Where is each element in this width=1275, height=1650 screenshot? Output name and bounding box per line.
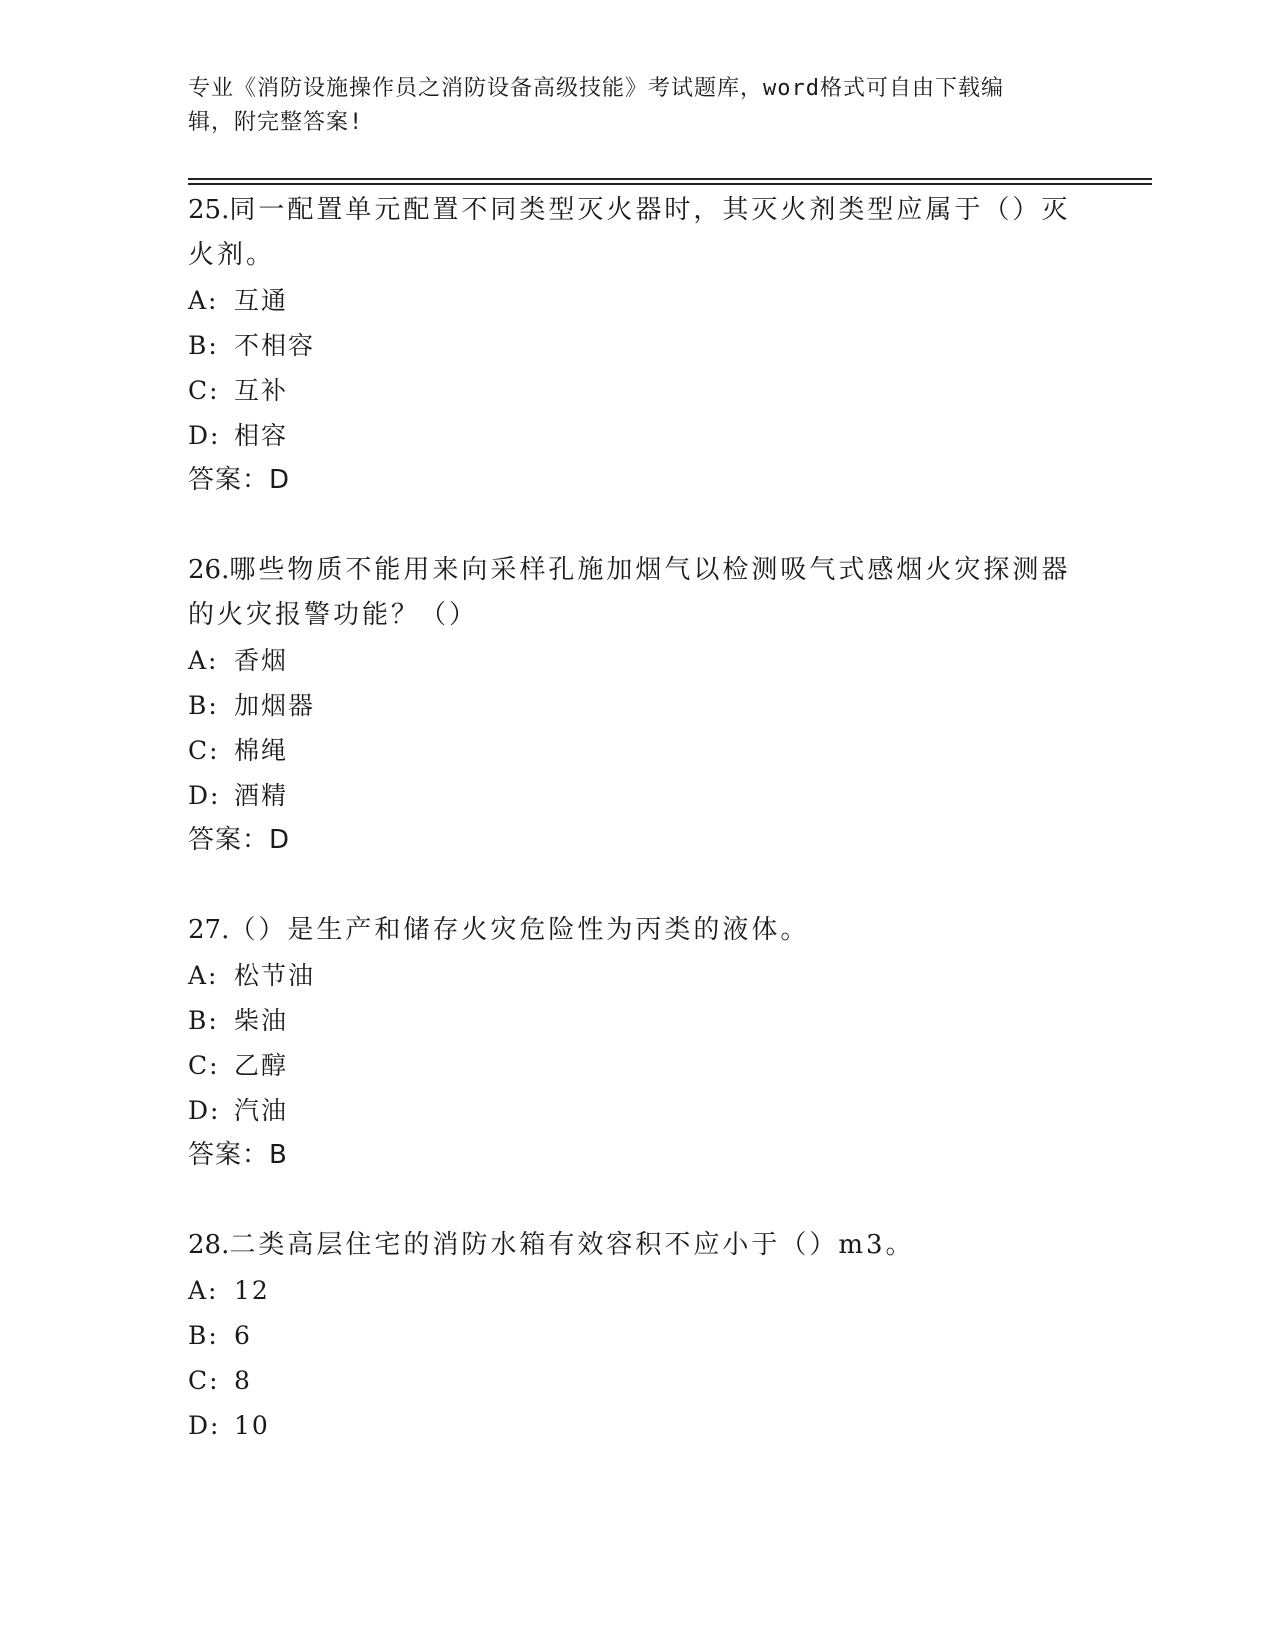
option-a: [188, 953, 1088, 998]
answer-line: 答案：B: [188, 1140, 288, 1170]
option-letter: B:: [188, 1321, 219, 1350]
option-text: 相容: [234, 421, 289, 450]
option-text: 棉绳: [234, 736, 289, 765]
question-number: 28.: [188, 1230, 230, 1260]
question-number: 26.: [188, 555, 230, 585]
question-text: [188, 188, 1088, 233]
option-text: 12: [234, 1276, 270, 1305]
option-text: 互通: [234, 286, 289, 315]
question-text-line-2: 火剂。: [188, 240, 276, 270]
option-a: [188, 638, 1088, 683]
question-text-line-1: 哪些物质不能用来向采样孔施加烟气以检测吸气式感烟火灾探测器: [229, 555, 1071, 585]
option-letter: C:: [188, 736, 220, 765]
option-b: [188, 1313, 1088, 1358]
option-letter: A:: [188, 1276, 219, 1305]
option-letter: D:: [188, 1096, 221, 1125]
option-c: [188, 1358, 1088, 1403]
question-25: [188, 188, 1088, 503]
option-text: 酒精: [234, 781, 289, 810]
option-letter: A:: [188, 961, 219, 990]
option-text: 乙醇: [234, 1051, 289, 1080]
option-c: [188, 728, 1088, 773]
question-26: [188, 548, 1088, 863]
option-b: [188, 683, 1088, 728]
question-text: [188, 908, 1088, 953]
question-text-line-2: 的火灾报警功能？（）: [188, 600, 479, 630]
header-divider-bottom: [188, 183, 1152, 185]
document-header: [188, 72, 1068, 140]
option-c: [188, 368, 1088, 413]
option-letter: B:: [188, 1006, 219, 1035]
option-text: 不相容: [234, 331, 316, 360]
option-letter: A:: [188, 646, 219, 675]
option-text: 加烟器: [234, 691, 316, 720]
option-letter: B:: [188, 331, 219, 360]
question-27: [188, 908, 1088, 1178]
option-text: 柴油: [234, 1006, 289, 1035]
header-divider-top: [188, 178, 1152, 180]
question-text: [188, 548, 1088, 593]
option-d: [188, 773, 1088, 818]
option-b: [188, 323, 1088, 368]
question-text-line-1: 二类高层住宅的消防水箱有效容积不应小于（）m3。: [229, 1230, 915, 1260]
header-line-1: 专业《消防设施操作员之消防设备高级技能》考试题库，word格式可自由下载编: [188, 76, 1004, 101]
question-text: [188, 1223, 1088, 1268]
header-line-2: 辑，附完整答案!: [188, 110, 364, 135]
answer-line: 答案：D: [188, 825, 291, 855]
option-letter: D:: [188, 1411, 221, 1440]
option-d: [188, 1088, 1088, 1133]
question-text-line-1: （）是生产和储存火灾危险性为丙类的液体。: [229, 915, 810, 945]
option-letter: C:: [188, 1051, 220, 1080]
option-text: 松节油: [234, 961, 316, 990]
question-number: 25.: [188, 195, 230, 225]
option-letter: D:: [188, 781, 221, 810]
option-d: [188, 413, 1088, 458]
option-text: 10: [234, 1411, 270, 1440]
question-text-line-1: 同一配置单元配置不同类型灭火器时，其灭火剂类型应属于（）灭: [229, 195, 1071, 225]
option-text: 8: [234, 1366, 252, 1395]
option-b: [188, 998, 1088, 1043]
question-list: [188, 188, 1088, 1493]
question-number: 27.: [188, 915, 230, 945]
option-text: 汽油: [234, 1096, 289, 1125]
question-28: [188, 1223, 1088, 1448]
option-letter: C:: [188, 376, 220, 405]
option-letter: B:: [188, 691, 219, 720]
option-text: 6: [234, 1321, 252, 1350]
option-letter: A:: [188, 286, 219, 315]
option-a: [188, 1268, 1088, 1313]
option-letter: C:: [188, 1366, 220, 1395]
option-letter: D:: [188, 421, 221, 450]
option-text: 香烟: [234, 646, 289, 675]
option-a: [188, 278, 1088, 323]
option-d: [188, 1403, 1088, 1448]
option-text: 互补: [234, 376, 289, 405]
option-c: [188, 1043, 1088, 1088]
answer-line: 答案：D: [188, 465, 291, 495]
